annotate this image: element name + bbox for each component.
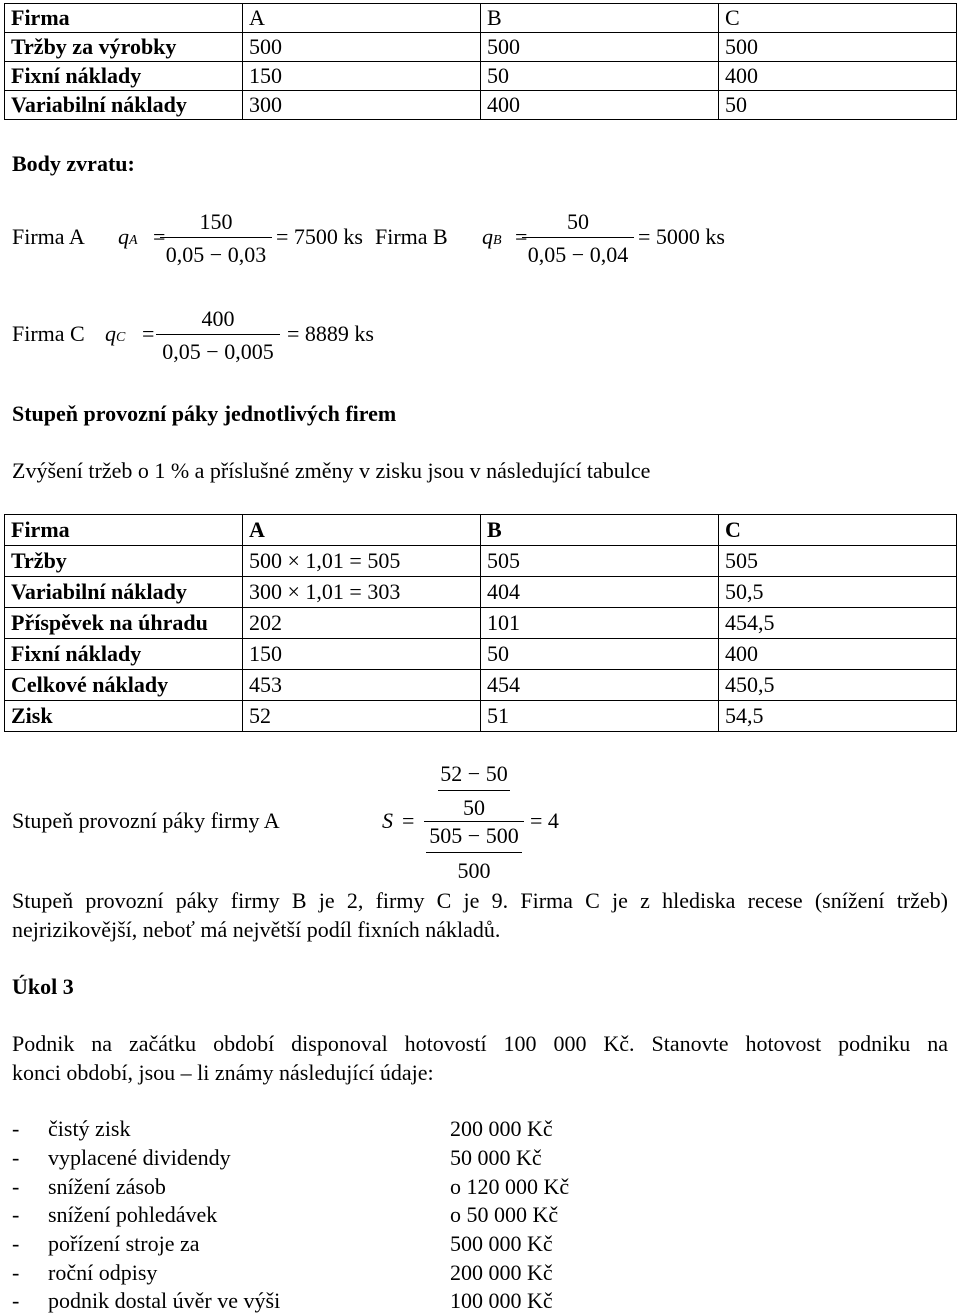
leverage-intro: Zvýšení tržeb o 1 % a příslušné změny v zisku jsou v následující tabulce bbox=[12, 458, 651, 483]
task-text-line: konci období, jsou – li známy následující údaje: bbox=[12, 1060, 434, 1085]
table-cell: 500 × 1,01 = 505 bbox=[243, 546, 481, 577]
firm-b-label: Firma B bbox=[375, 224, 448, 249]
table-header-cell: A bbox=[243, 515, 481, 546]
table-cell: 404 bbox=[481, 577, 719, 608]
table-header-row bbox=[5, 515, 957, 546]
list-item-value: 50 000 Kč bbox=[450, 1145, 542, 1170]
table-cell: Tržby bbox=[5, 546, 243, 577]
firm-c-fraction bbox=[156, 305, 280, 365]
list-item-value: 500 000 Kč bbox=[450, 1231, 553, 1256]
equals-sign: = bbox=[402, 808, 415, 833]
table-cell: 400 bbox=[719, 62, 957, 91]
leverage-table bbox=[4, 514, 957, 732]
table-row bbox=[5, 62, 957, 91]
list-dash: - bbox=[12, 1260, 20, 1285]
inner-fraction-bar bbox=[438, 790, 510, 791]
input-data-table bbox=[4, 3, 957, 120]
var-subscript: B bbox=[493, 233, 502, 248]
degree-label: Stupeň provozní páky firmy A bbox=[12, 808, 280, 833]
table-row bbox=[5, 639, 957, 670]
table-header-cell: Firma bbox=[5, 4, 243, 33]
fraction-denominator: 0,05 − 0,03 bbox=[165, 242, 267, 267]
table-row bbox=[5, 670, 957, 701]
equals-sign: = bbox=[153, 224, 166, 249]
table-cell: 101 bbox=[481, 608, 719, 639]
list-item-label: čistý zisk bbox=[48, 1116, 131, 1141]
equals-sign: = bbox=[515, 224, 528, 249]
degree-text-line: nejrizikovější, neboť má největší podíl fixních nákladů. bbox=[12, 917, 501, 942]
list-item-label: snížení pohledávek bbox=[48, 1202, 218, 1227]
table-header-cell: B bbox=[481, 515, 719, 546]
table-cell: 50 bbox=[481, 639, 719, 670]
table-cell: Fixní náklady bbox=[5, 62, 243, 91]
inner-fraction-bar bbox=[426, 852, 522, 853]
var-q: q bbox=[105, 321, 116, 346]
main-fraction-bar bbox=[424, 821, 524, 822]
table-cell: 50 bbox=[719, 91, 957, 120]
firm-a-var bbox=[118, 226, 138, 248]
table-header-cell: C bbox=[719, 4, 957, 33]
degree-text-line: Stupeň provozní páky firmy B je 2, firmy C je 9. Firma C je z hlediska recese (snížení tržeb) bbox=[12, 888, 948, 913]
table-cell: 505 bbox=[481, 546, 719, 577]
table-cell: Tržby za výrobky bbox=[5, 33, 243, 62]
inner-denominator: 500 bbox=[457, 858, 491, 883]
table-row bbox=[5, 577, 957, 608]
table-cell: 150 bbox=[243, 639, 481, 670]
equals-sign: = bbox=[142, 321, 155, 346]
table-cell: 450,5 bbox=[719, 670, 957, 701]
fraction-numerator: 50 bbox=[567, 209, 589, 234]
table-cell: Fixní náklady bbox=[5, 639, 243, 670]
list-item-value: o 50 000 Kč bbox=[450, 1202, 559, 1227]
firm-b-fraction bbox=[522, 208, 634, 268]
table-header-cell: B bbox=[481, 4, 719, 33]
table-row bbox=[5, 33, 957, 62]
firm-a-fraction bbox=[160, 208, 272, 268]
table-cell: 50 bbox=[481, 62, 719, 91]
table-cell: 54,5 bbox=[719, 701, 957, 732]
degree-fraction bbox=[424, 760, 524, 885]
list-dash: - bbox=[12, 1116, 20, 1141]
list-dash: - bbox=[12, 1231, 20, 1256]
table-cell: Variabilní náklady bbox=[5, 577, 243, 608]
firm-b-result: = 5000 ks bbox=[638, 224, 725, 249]
firm-a-result: = 7500 ks bbox=[276, 224, 363, 249]
task-heading: Úkol 3 bbox=[12, 974, 74, 999]
table-cell: 300 × 1,01 = 303 bbox=[243, 577, 481, 608]
leverage-heading: Stupeň provozní páky jednotlivých firem bbox=[12, 401, 397, 426]
fraction-numerator: 150 bbox=[199, 209, 233, 234]
table-cell: 150 bbox=[243, 62, 481, 91]
degree-lhs: S bbox=[382, 808, 393, 833]
list-item-label: pořízení stroje za bbox=[48, 1231, 200, 1256]
list-item-value: 200 000 Kč bbox=[450, 1260, 553, 1285]
list-item-value: o 120 000 Kč bbox=[450, 1174, 570, 1199]
table-cell: 202 bbox=[243, 608, 481, 639]
list-item-label: vyplacené dividendy bbox=[48, 1145, 231, 1170]
task-text-line: Podnik na začátku období disponoval hotovostí 100 000 Kč. Stanovte hotovost podniku na bbox=[12, 1031, 948, 1056]
table-cell: Příspěvek na úhradu bbox=[5, 608, 243, 639]
table-header-row bbox=[5, 4, 957, 33]
list-item-label: roční odpisy bbox=[48, 1260, 158, 1285]
table-row bbox=[5, 608, 957, 639]
list-dash: - bbox=[12, 1202, 20, 1227]
firm-b-var bbox=[482, 226, 502, 248]
list-dash: - bbox=[12, 1288, 20, 1313]
firm-c-var bbox=[105, 323, 125, 345]
table-cell: 400 bbox=[481, 91, 719, 120]
table-cell: 50,5 bbox=[719, 577, 957, 608]
table-cell: 400 bbox=[719, 639, 957, 670]
firm-a-label: Firma A bbox=[12, 224, 85, 249]
table-row bbox=[5, 701, 957, 732]
fraction-bar bbox=[156, 334, 280, 335]
fraction-bar bbox=[160, 237, 272, 238]
table-header-cell: C bbox=[719, 515, 957, 546]
inner-numerator: 52 − 50 bbox=[440, 761, 508, 786]
table-cell: 505 bbox=[719, 546, 957, 577]
inner-numerator: 505 − 500 bbox=[429, 823, 519, 848]
list-item-value: 200 000 Kč bbox=[450, 1116, 553, 1141]
var-q: q bbox=[118, 224, 129, 249]
table-cell: 500 bbox=[481, 33, 719, 62]
breakeven-heading: Body zvratu: bbox=[12, 151, 135, 176]
table-cell: 500 bbox=[719, 33, 957, 62]
table-cell: 453 bbox=[243, 670, 481, 701]
fraction-bar bbox=[522, 237, 634, 238]
table-row bbox=[5, 546, 957, 577]
firm-c-label: Firma C bbox=[12, 321, 85, 346]
table-cell: Zisk bbox=[5, 701, 243, 732]
inner-denominator: 50 bbox=[463, 795, 485, 820]
table-cell: Variabilní náklady bbox=[5, 91, 243, 120]
list-item-label: snížení zásob bbox=[48, 1174, 166, 1199]
list-item-value: 100 000 Kč bbox=[450, 1288, 553, 1313]
table-cell: 300 bbox=[243, 91, 481, 120]
table-header-cell: A bbox=[243, 4, 481, 33]
var-subscript: C bbox=[116, 330, 126, 345]
table-cell: Celkové náklady bbox=[5, 670, 243, 701]
var-q: q bbox=[482, 224, 493, 249]
fraction-denominator: 0,05 − 0,005 bbox=[162, 339, 274, 364]
var-subscript: A bbox=[129, 233, 138, 248]
table-cell: 454 bbox=[481, 670, 719, 701]
list-dash: - bbox=[12, 1145, 20, 1170]
table-cell: 500 bbox=[243, 33, 481, 62]
table-cell: 52 bbox=[243, 701, 481, 732]
list-item-label: podnik dostal úvěr ve výši bbox=[48, 1288, 281, 1313]
list-dash: - bbox=[12, 1174, 20, 1199]
fraction-denominator: 0,05 − 0,04 bbox=[527, 242, 629, 267]
table-cell: 454,5 bbox=[719, 608, 957, 639]
table-cell: 51 bbox=[481, 701, 719, 732]
fraction-numerator: 400 bbox=[201, 306, 235, 331]
degree-result: = 4 bbox=[530, 808, 559, 833]
firm-c-result: = 8889 ks bbox=[287, 321, 374, 346]
table-row bbox=[5, 91, 957, 120]
table-header-cell: Firma bbox=[5, 515, 243, 546]
